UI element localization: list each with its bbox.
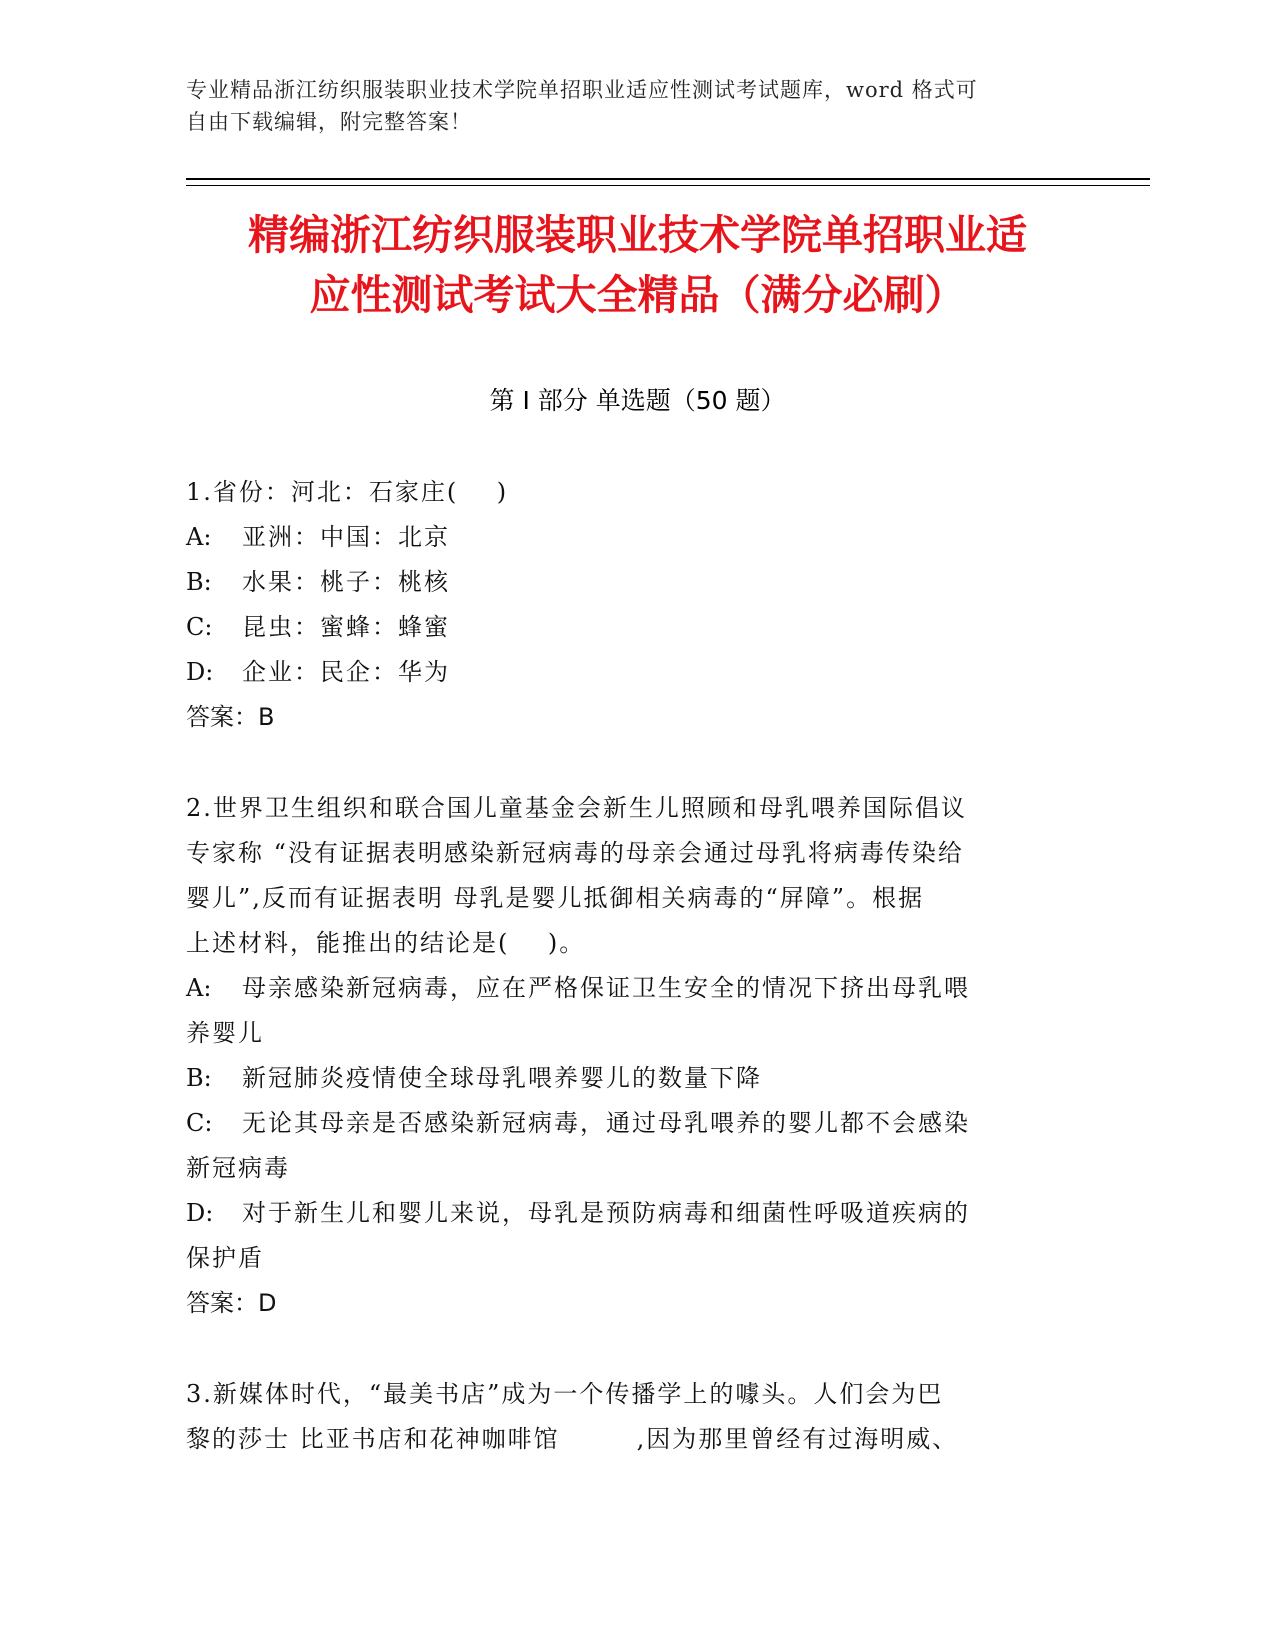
option-a bbox=[186, 966, 1066, 1011]
header-note bbox=[186, 74, 1056, 138]
question-1 bbox=[186, 470, 1066, 740]
header-divider-thick bbox=[186, 178, 1150, 180]
option-key: B: bbox=[186, 568, 212, 596]
question-stem-line: 1.省份：河北：石家庄( ) bbox=[186, 478, 509, 506]
option-b bbox=[186, 1056, 1066, 1101]
option-c bbox=[186, 1101, 1066, 1146]
option-key: A: bbox=[186, 974, 212, 1002]
answer-line: 答案：D bbox=[186, 1289, 277, 1317]
option-d bbox=[186, 650, 1066, 695]
answer-line: 答案：B bbox=[186, 703, 275, 731]
option-key: D: bbox=[186, 658, 214, 686]
option-text: 母亲感染新冠病毒，应在严格保证卫生安全的情况下挤出母乳喂 bbox=[242, 974, 970, 1002]
option-text: 企业：民企：华为 bbox=[242, 658, 450, 686]
option-key: C: bbox=[186, 1109, 213, 1137]
question-stem-line: 黎的莎士 比亚书店和花神咖啡馆 ,因为那里曾经有过海明威、 bbox=[186, 1425, 959, 1453]
option-d bbox=[186, 1191, 1066, 1236]
option-continuation: 养婴儿 bbox=[186, 1019, 264, 1047]
question-stem-line: 婴儿”,反而有证据表明 母乳是婴儿抵御相关病毒的“屏障”。根据 bbox=[186, 884, 925, 912]
option-continuation: 保护盾 bbox=[186, 1244, 264, 1272]
question-2 bbox=[186, 786, 1066, 1326]
option-a bbox=[186, 515, 1066, 560]
question-list bbox=[186, 470, 1066, 1462]
header-note-line-1: 专业精品浙江纺织服装职业技术学院单招职业适应性测试考试题库，word 格式可 bbox=[186, 78, 978, 102]
option-c bbox=[186, 605, 1066, 650]
option-key: C: bbox=[186, 613, 213, 641]
option-key: B: bbox=[186, 1064, 212, 1092]
question-stem-line: 上述材料，能推出的结论是( )。 bbox=[186, 929, 586, 957]
header-divider-thin bbox=[186, 185, 1150, 186]
document-title bbox=[150, 205, 1125, 325]
option-continuation: 新冠病毒 bbox=[186, 1154, 290, 1182]
option-key: A: bbox=[186, 523, 212, 551]
option-key: D: bbox=[186, 1199, 214, 1227]
option-text: 对于新生儿和婴儿来说，母乳是预防病毒和细菌性呼吸道疾病的 bbox=[242, 1199, 970, 1227]
question-3 bbox=[186, 1372, 1066, 1462]
document-title-line-1: 精编浙江纺织服装职业技术学院单招职业适 bbox=[248, 211, 1027, 259]
option-text: 亚洲：中国：北京 bbox=[242, 523, 450, 551]
question-stem-line: 2.世界卫生组织和联合国儿童基金会新生儿照顾和母乳喂养国际倡议 bbox=[186, 794, 967, 822]
section-title: 第 I 部分 单选题（50 题） bbox=[489, 386, 786, 415]
document-title-line-2: 应性测试考试大全精品（满分必刷） bbox=[309, 271, 966, 319]
option-text: 无论其母亲是否感染新冠病毒，通过母乳喂养的婴儿都不会感染 bbox=[242, 1109, 970, 1137]
option-b bbox=[186, 560, 1066, 605]
question-stem-line: 3.新媒体时代，“最美书店”成为一个传播学上的噱头。人们会为巴 bbox=[186, 1380, 944, 1408]
option-text: 新冠肺炎疫情使全球母乳喂养婴儿的数量下降 bbox=[242, 1064, 762, 1092]
header-note-line-2: 自由下载编辑，附完整答案！ bbox=[186, 110, 472, 134]
option-text: 昆虫：蜜蜂：蜂蜜 bbox=[242, 613, 450, 641]
option-text: 水果：桃子：桃核 bbox=[242, 568, 450, 596]
question-stem-line: 专家称 “没有证据表明感染新冠病毒的母亲会通过母乳将病毒传染给 bbox=[186, 839, 964, 867]
